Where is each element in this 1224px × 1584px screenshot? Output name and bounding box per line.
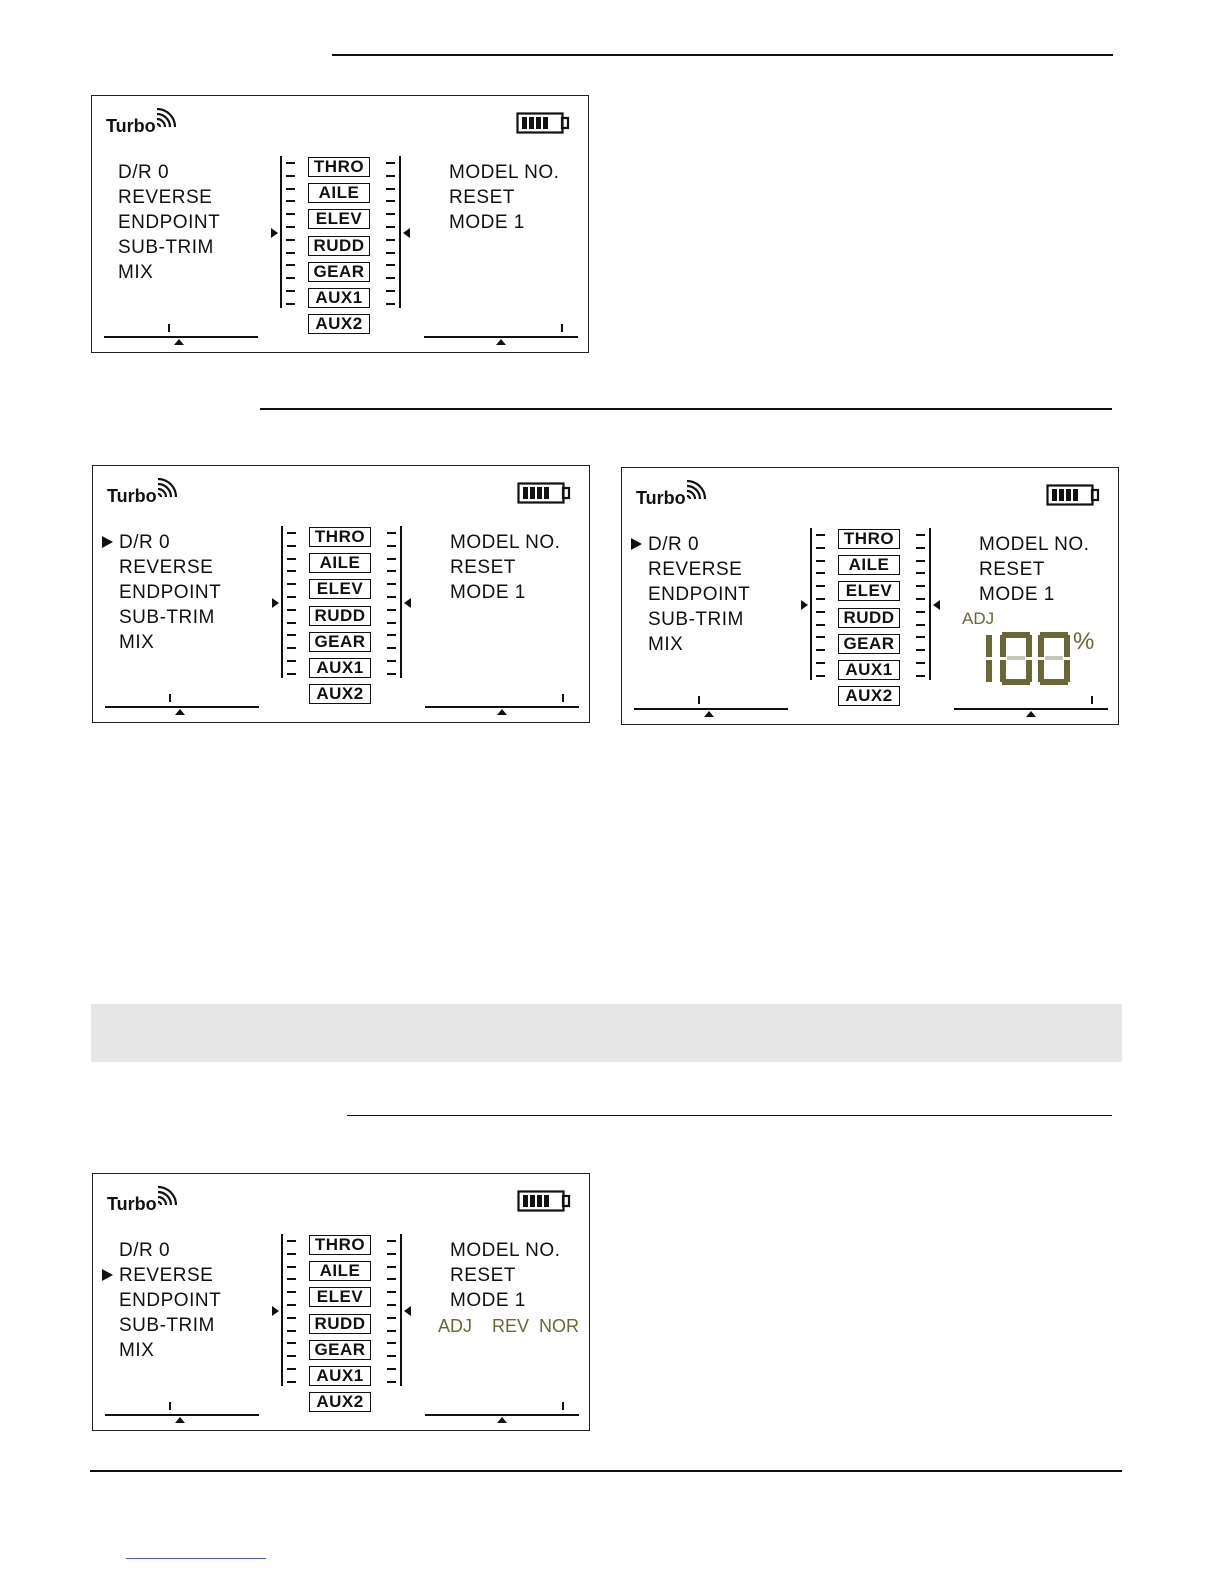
right-trim-bar [425, 706, 579, 708]
channel-box[interactable]: AILE [309, 1261, 371, 1281]
channel-box[interactable]: RUDD [308, 236, 370, 256]
footer-link-underline[interactable] [126, 1558, 266, 1559]
right-pointer-icon [403, 228, 410, 238]
channel-box[interactable]: GEAR [309, 632, 371, 652]
battery-icon [517, 1190, 571, 1212]
function-menu [118, 162, 220, 287]
note-bar [91, 1004, 1122, 1062]
menu-item[interactable]: MIX [118, 262, 154, 283]
right-trim-arrow-icon [1026, 711, 1036, 717]
right-bar-ladder [386, 1234, 402, 1386]
channel-box[interactable]: THRO [838, 529, 900, 549]
signal-icon [155, 1186, 177, 1208]
left-trim-arrow-icon [174, 339, 184, 345]
menu-item[interactable]: D/R 0 [119, 1240, 171, 1261]
channel-box[interactable]: AILE [308, 183, 370, 203]
left-trim-mark [169, 694, 171, 702]
channel-box[interactable]: THRO [309, 1235, 371, 1255]
right-trim-mark [562, 1402, 564, 1410]
model-menu-item[interactable]: MODEL NO. [450, 532, 561, 553]
brand-logo: Turbo [636, 488, 686, 508]
section-rule-1 [332, 54, 1113, 56]
right-trim-mark [1091, 696, 1093, 704]
menu-item[interactable]: ENDPOINT [119, 1290, 222, 1311]
menu-item[interactable]: D/R 0 [118, 162, 170, 183]
model-menu-item[interactable]: MODEL NO. [979, 534, 1090, 555]
signal-icon [684, 480, 706, 502]
model-menu-item[interactable]: RESET [450, 557, 516, 578]
model-menu-item[interactable]: MODE 1 [449, 212, 525, 233]
right-trim-bar [425, 1414, 579, 1416]
channel-box[interactable]: AUX2 [309, 1392, 371, 1412]
menu-item[interactable]: ENDPOINT [119, 582, 222, 603]
right-trim-arrow-icon [497, 709, 507, 715]
left-trim-bar [104, 336, 258, 338]
adj-label: ADJ [438, 1316, 473, 1336]
right-pointer-icon [933, 600, 940, 610]
left-trim-arrow-icon [175, 1417, 185, 1423]
menu-item[interactable]: REVERSE [119, 557, 214, 578]
menu-item[interactable]: ENDPOINT [648, 584, 751, 605]
menu-item[interactable]: REVERSE [648, 559, 743, 580]
menu-cursor-icon [631, 538, 642, 550]
model-menu-item[interactable]: RESET [979, 559, 1045, 580]
adj-percent: % [1073, 628, 1095, 655]
left-trim-bar [105, 1414, 259, 1416]
menu-item[interactable]: SUB-TRIM [119, 1315, 215, 1336]
function-menu [119, 1240, 221, 1365]
rev-label: REV [492, 1316, 530, 1336]
right-trim-bar [954, 708, 1108, 710]
brand-logo: Turbo [107, 486, 157, 506]
left-pointer-icon [272, 598, 279, 608]
channel-box[interactable]: ELEV [309, 579, 371, 599]
model-menu-item[interactable]: RESET [449, 187, 515, 208]
channel-box[interactable]: AUX2 [309, 684, 371, 704]
function-menu [648, 534, 750, 659]
signal-icon [155, 478, 177, 500]
lcd-screen-main [91, 95, 589, 353]
channel-box[interactable]: AUX1 [309, 1366, 371, 1386]
section-rule-3 [347, 1115, 1112, 1116]
model-menu-item[interactable]: MODEL NO. [450, 1240, 561, 1261]
right-trim-mark [562, 694, 564, 702]
channel-box[interactable]: ELEV [308, 209, 370, 229]
right-trim-bar [424, 336, 578, 338]
right-bar-ladder [915, 528, 931, 680]
left-pointer-icon [272, 1306, 279, 1316]
menu-item[interactable]: ENDPOINT [118, 212, 221, 233]
menu-item[interactable]: SUB-TRIM [648, 609, 744, 630]
model-menu [979, 534, 1089, 609]
channel-box[interactable]: AUX2 [308, 314, 370, 334]
channel-box[interactable]: AILE [838, 555, 900, 575]
menu-item[interactable]: SUB-TRIM [119, 607, 215, 628]
left-pointer-icon [271, 228, 278, 238]
menu-item[interactable]: MIX [119, 632, 155, 653]
left-bar-ladder [280, 156, 296, 308]
brand-logo: Turbo [106, 116, 156, 136]
lcd-screen-dr-select [92, 465, 590, 723]
channel-box[interactable]: AUX1 [838, 660, 900, 680]
battery-icon [1046, 484, 1100, 506]
channel-box[interactable]: GEAR [308, 262, 370, 282]
left-trim-bar [634, 708, 788, 710]
channel-box[interactable]: THRO [308, 157, 370, 177]
channel-box[interactable]: RUDD [309, 1314, 371, 1334]
menu-item[interactable]: REVERSE [118, 187, 213, 208]
channel-box[interactable]: AILE [309, 553, 371, 573]
battery-icon [516, 112, 570, 134]
menu-item[interactable]: REVERSE [119, 1265, 221, 1290]
right-trim-arrow-icon [497, 1417, 507, 1423]
adj-label: ADJ [962, 609, 995, 628]
footer-rule [90, 1470, 1122, 1472]
channel-box[interactable]: ELEV [838, 581, 900, 601]
menu-cursor-icon [102, 536, 113, 548]
channel-box[interactable]: GEAR [309, 1340, 371, 1360]
left-pointer-icon [801, 600, 808, 610]
menu-item[interactable]: SUB-TRIM [118, 237, 214, 258]
model-menu-item[interactable]: RESET [450, 1265, 516, 1286]
right-trim-arrow-icon [496, 339, 506, 345]
menu-cursor-icon [102, 1269, 113, 1281]
model-menu-item[interactable]: MODEL NO. [449, 162, 560, 183]
menu-item[interactable]: D/R 0 [648, 534, 750, 559]
right-pointer-icon [404, 598, 411, 608]
nor-label: NOR [539, 1316, 579, 1336]
menu-item[interactable]: MIX [648, 634, 684, 655]
right-pointer-icon [404, 1306, 411, 1316]
left-trim-mark [698, 696, 700, 704]
channel-box[interactable]: RUDD [309, 606, 371, 626]
model-menu [449, 162, 559, 237]
model-menu-item[interactable]: MODE 1 [450, 582, 526, 603]
left-trim-bar [105, 706, 259, 708]
channel-box[interactable]: GEAR [838, 634, 900, 654]
menu-item[interactable]: D/R 0 [119, 532, 221, 557]
lcd-screen-dr-adjust [621, 467, 1119, 725]
channel-box[interactable]: AUX1 [309, 658, 371, 678]
left-trim-mark [168, 324, 170, 332]
section-rule-2 [260, 408, 1112, 410]
model-menu-item[interactable]: MODE 1 [979, 584, 1055, 605]
left-bar-ladder [281, 526, 297, 678]
model-menu [450, 1240, 560, 1315]
left-bar-ladder [281, 1234, 297, 1386]
channel-box[interactable]: AUX1 [308, 288, 370, 308]
signal-icon [154, 108, 176, 130]
function-menu [119, 532, 221, 657]
channel-box[interactable]: THRO [309, 527, 371, 547]
channel-box[interactable]: AUX2 [838, 686, 900, 706]
left-bar-ladder [810, 528, 826, 680]
right-trim-mark [561, 324, 563, 332]
battery-icon [517, 482, 571, 504]
left-trim-arrow-icon [704, 711, 714, 717]
menu-item[interactable]: MIX [119, 1340, 155, 1361]
model-menu [450, 532, 560, 607]
lcd-screen-reverse [92, 1173, 590, 1431]
left-trim-arrow-icon [175, 709, 185, 715]
channel-box[interactable]: ELEV [309, 1287, 371, 1307]
right-bar-ladder [385, 156, 401, 308]
left-trim-mark [169, 1402, 171, 1410]
brand-logo: Turbo [107, 1194, 157, 1214]
channel-box[interactable]: RUDD [838, 608, 900, 628]
model-menu-item[interactable]: MODE 1 [450, 1290, 526, 1311]
right-bar-ladder [386, 526, 402, 678]
